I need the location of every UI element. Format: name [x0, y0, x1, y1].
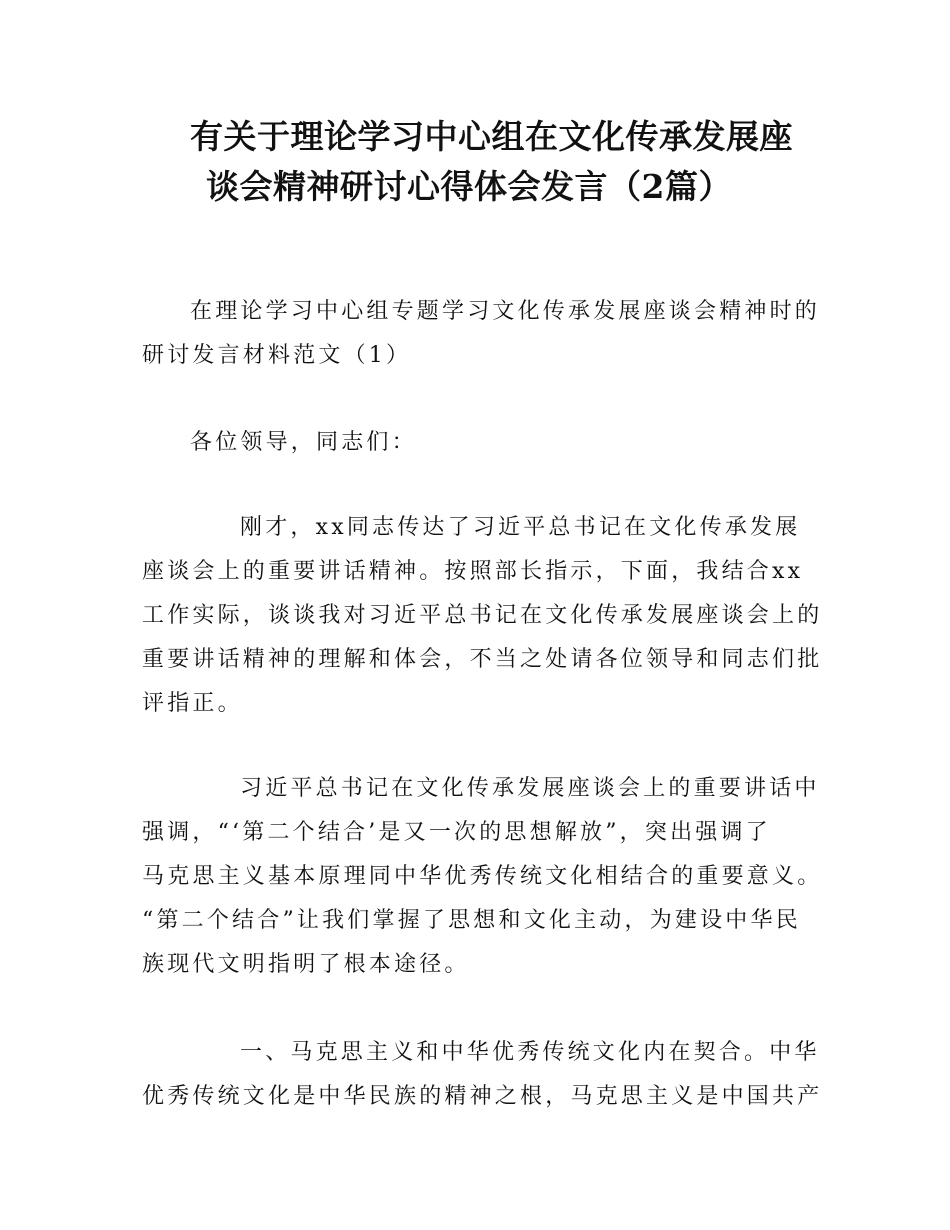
paragraph-line: 工作实际，谈谈我对习近平总书记在文化传承发展座谈会上的: [142, 603, 823, 628]
body-paragraph: [142, 1031, 823, 1119]
paragraph-line: “第二个结合”让我们掌握了思想和文化主动，为建设中华民: [142, 908, 801, 933]
paragraph-line: 重要讲话精神的理解和体会，不当之处请各位领导和同志们批: [142, 647, 823, 672]
subtitle-paragraph: [142, 290, 821, 378]
title-line: 谈会精神研讨心得体会发言（2篇）: [206, 167, 732, 206]
paragraph-line: 座谈会上的重要讲话精神。按照部长指示，下面，我结合xx: [142, 559, 804, 584]
paragraph-line: 各位领导，同志们：: [190, 430, 417, 455]
paragraph-line: 评指正。: [142, 691, 243, 716]
paragraph-line: 优秀传统文化是中华民族的精神之根，马克思主义是中国共产: [142, 1084, 823, 1109]
document-title: [190, 112, 830, 212]
paragraph-line: 刚才，xx同志传达了习近平总书记在文化传承发展: [240, 515, 801, 540]
body-paragraph: [142, 506, 823, 726]
salutation-paragraph: [142, 421, 812, 465]
paragraph-line: 一、马克思主义和中华优秀传统文化内在契合。中华: [240, 1040, 820, 1065]
paragraph-line: 族现代文明指明了根本途径。: [142, 952, 470, 977]
body-paragraph: [142, 767, 823, 987]
title-line: 有关于理论学习中心组在文化传承发展座: [190, 117, 793, 156]
paragraph-line: 马克思主义基本原理同中华优秀传统文化相结合的重要意义。: [142, 864, 823, 889]
paragraph-line: 习近平总书记在文化传承发展座谈会上的重要讲话中: [240, 776, 820, 801]
paragraph-line: 在理论学习中心组专题学习文化传承发展座谈会精神时的: [190, 299, 821, 324]
paragraph-line: 强调，“‘第二个结合’是又一次的思想解放”，突出强调了: [142, 820, 771, 845]
paragraph-line: 研讨发言材料范文（1）: [142, 343, 412, 368]
